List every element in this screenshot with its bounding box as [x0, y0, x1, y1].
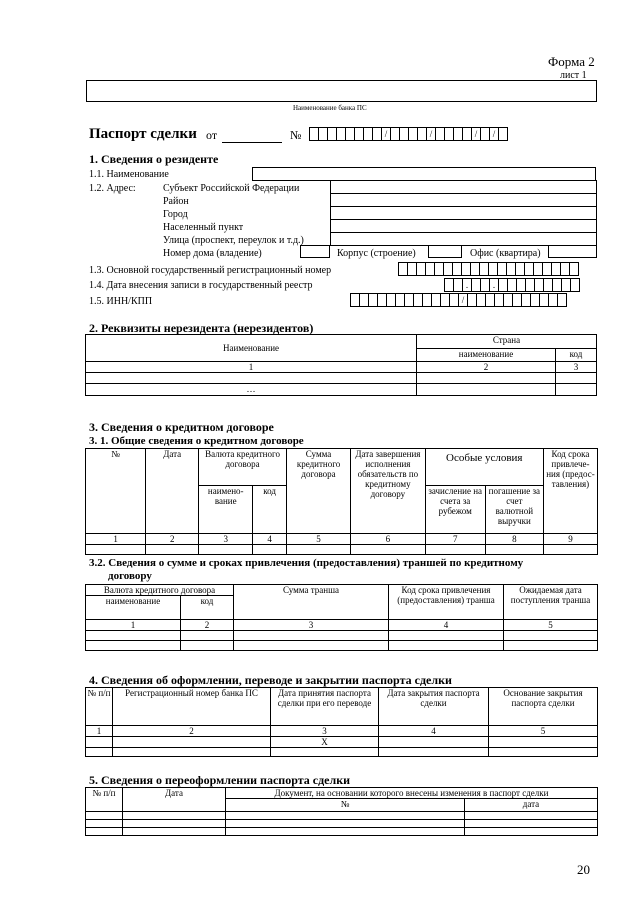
- col-cur-code: код: [253, 486, 287, 534]
- s5-title: 5. Сведения о переоформлении паспорта сделки: [89, 773, 351, 787]
- table-cell[interactable]: [199, 545, 253, 555]
- num-cell: 1: [86, 362, 417, 373]
- table-cell[interactable]: [86, 828, 123, 836]
- col-doc-date: дата: [465, 799, 598, 812]
- addr-building-label: Корпус (строение): [337, 248, 416, 259]
- table-cell[interactable]: [556, 384, 597, 396]
- addr-street-label: Улица (проспект, переулок и т.д.): [163, 235, 304, 246]
- col-accept: Дата принятия паспорта сделки при его переводе: [271, 688, 379, 726]
- table-cell[interactable]: [226, 812, 465, 820]
- table-cell[interactable]: [226, 820, 465, 828]
- col-tranche-sum: Сумма транша: [234, 585, 389, 620]
- table-cell[interactable]: [465, 820, 598, 828]
- resident-name-field[interactable]: [252, 167, 596, 181]
- table-cell[interactable]: [271, 748, 379, 757]
- credit-table: [85, 448, 598, 555]
- col-special: Особые условия: [425, 449, 543, 486]
- table-cell[interactable]: [181, 631, 234, 641]
- inn-cells[interactable]: /: [351, 293, 567, 307]
- col-date: Дата: [146, 449, 199, 534]
- col-close: Дата закрытия паспорта сделки: [379, 688, 489, 726]
- page-number: 20: [577, 862, 590, 877]
- passport-number-sign: №: [290, 128, 302, 142]
- table-cell[interactable]: [504, 641, 598, 651]
- col-doc: Документ, на основании которого внесены изменения в паспорт сделки: [226, 788, 598, 799]
- table-cell[interactable]: [181, 641, 234, 651]
- num-cell: 3: [271, 726, 379, 737]
- nonresident-table: [85, 334, 597, 396]
- passport-number-cells[interactable]: / / / /: [310, 127, 508, 141]
- table-cell[interactable]: [123, 812, 226, 820]
- num-cell: 2: [113, 726, 271, 737]
- s4-title: 4. Сведения об оформлении, переводе и закрытии паспорта сделки: [89, 673, 452, 687]
- table-cell[interactable]: [286, 545, 350, 555]
- table-cell[interactable]: [389, 631, 504, 641]
- bank-caption: Наименование банка ПС: [293, 104, 367, 112]
- table-cell[interactable]: [351, 545, 425, 555]
- col-country-code: код: [556, 349, 597, 362]
- s3-title: 3. Сведения о кредитном договоре: [89, 420, 274, 434]
- inn-label: 1.5. ИНН/КПП: [89, 296, 153, 307]
- office-field[interactable]: [548, 245, 597, 258]
- col-date5: Дата: [123, 788, 226, 812]
- col-no: №: [86, 449, 146, 534]
- x-mark-cell: X: [271, 737, 379, 748]
- table-cell[interactable]: [504, 631, 598, 641]
- form-label: Форма 2: [548, 54, 595, 69]
- table-cell[interactable]: [379, 737, 489, 748]
- col-doc-num: №: [226, 799, 465, 812]
- col-country: Страна: [417, 335, 597, 349]
- num-cell: 3: [556, 362, 597, 373]
- col-no4: № п/п: [86, 688, 113, 726]
- num-cell: 4: [379, 726, 489, 737]
- address-fields[interactable]: [330, 180, 597, 246]
- table-cell[interactable]: [86, 631, 181, 641]
- s3-sub1: 3. 1. Общие сведения о кредитном договоре: [89, 435, 304, 447]
- bank-name-field[interactable]: [86, 80, 597, 102]
- col-sum: Сумма кредитного договора: [286, 449, 350, 534]
- col-reg: Регистрационный номер банка ПС: [113, 688, 271, 726]
- table-cell[interactable]: [86, 748, 113, 757]
- table-cell[interactable]: [489, 748, 598, 757]
- col-term: Код срока привлече- ния (предос- тавления): [543, 449, 597, 534]
- table-cell[interactable]: [86, 545, 146, 555]
- num-cell: 2: [146, 534, 199, 545]
- num-cell: 5: [504, 620, 598, 631]
- num-cell: 2: [181, 620, 234, 631]
- s3-sub2b: договору: [108, 570, 152, 582]
- col-no5: № п/п: [86, 788, 123, 812]
- col-reason: Основание закрытия паспорта сделки: [489, 688, 598, 726]
- table-cell[interactable]: [417, 384, 556, 396]
- num-cell: 5: [489, 726, 598, 737]
- table-cell[interactable]: [465, 828, 598, 836]
- table-cell[interactable]: [226, 828, 465, 836]
- table-cell[interactable]: [556, 373, 597, 384]
- table-cell[interactable]: [123, 820, 226, 828]
- s3-sub2: 3.2. Сведения о сумме и сроках привлечения (предоставления) траншей по кредитному: [89, 557, 524, 569]
- col-name2: наименование: [86, 596, 181, 620]
- reissue-table: [85, 787, 598, 836]
- col-name: Наименование: [86, 335, 417, 362]
- col-code2: код: [181, 596, 234, 620]
- col-currency2: Валюта кредитного договора: [86, 585, 234, 596]
- date-reg-cells[interactable]: . .: [445, 278, 580, 292]
- num-cell: 2: [417, 362, 556, 373]
- col-sp2: погашение за счет валютной выручки: [485, 486, 543, 534]
- building-field[interactable]: [428, 245, 462, 258]
- house-number-field[interactable]: [300, 245, 330, 258]
- table-cell[interactable]: [86, 737, 113, 748]
- num-cell: 1: [86, 534, 146, 545]
- table-cell[interactable]: [253, 545, 287, 555]
- addr-house-label: Номер дома (владение): [163, 248, 262, 259]
- table-cell[interactable]: [485, 545, 543, 555]
- table-cell[interactable]: [146, 545, 199, 555]
- table-cell[interactable]: [417, 373, 556, 384]
- addr-city-label: Город: [163, 209, 188, 220]
- passport-from: от: [206, 128, 218, 142]
- ogrn-cells[interactable]: [399, 262, 579, 276]
- num-cell: 8: [485, 534, 543, 545]
- num-cell: 3: [199, 534, 253, 545]
- addr-district-label: Район: [163, 196, 189, 207]
- tranche-table: [85, 584, 598, 651]
- table-cell[interactable]: [379, 748, 489, 757]
- col-end-date: Дата завершения исполнения обязательств по кредитному договору: [351, 449, 425, 534]
- table-cell[interactable]: [113, 748, 271, 757]
- s1-address-label: 1.2. Адрес:: [89, 183, 136, 194]
- col-term-code: Код срока привлечения (предоставления) транша: [389, 585, 504, 620]
- passport-ops-table: [85, 687, 598, 757]
- table-cell[interactable]: [86, 373, 417, 384]
- table-cell[interactable]: [489, 737, 598, 748]
- table-cell[interactable]: [113, 737, 271, 748]
- table-cell[interactable]: [543, 545, 597, 555]
- num-cell: 7: [425, 534, 485, 545]
- col-currency: Валюта кредитного договора: [199, 449, 287, 486]
- table-cell[interactable]: [465, 812, 598, 820]
- addr-settlement-label: Населенный пункт: [163, 222, 244, 233]
- table-cell[interactable]: [425, 545, 485, 555]
- col-sp1: зачисление на счета за рубежом: [425, 486, 485, 534]
- addr-office-label: Офис (квартира): [470, 248, 541, 259]
- col-exp-date: Ожидаемая дата поступления транша: [504, 585, 598, 620]
- num-cell: 5: [286, 534, 350, 545]
- table-cell[interactable]: [86, 641, 181, 651]
- num-cell: 1: [86, 726, 113, 737]
- num-cell: 9: [543, 534, 597, 545]
- num-cell: 1: [86, 620, 181, 631]
- table-cell[interactable]: [86, 812, 123, 820]
- num-cell: 4: [253, 534, 287, 545]
- table-cell[interactable]: [123, 828, 226, 836]
- table-cell[interactable]: [234, 631, 389, 641]
- table-cell[interactable]: [234, 641, 389, 651]
- num-cell: 4: [389, 620, 504, 631]
- col-cur-name: наимено- вание: [199, 486, 253, 534]
- passport-title: Паспорт сделки: [89, 126, 197, 142]
- num-cell: 6: [351, 534, 425, 545]
- s1-title: 1. Сведения о резиденте: [89, 152, 219, 166]
- s1-name-label: 1.1. Наименование: [89, 169, 169, 180]
- ogrn-label: 1.3. Основной государственный регистрационный номер: [89, 265, 332, 276]
- table-cell[interactable]: [389, 641, 504, 651]
- passport-date-line[interactable]: [222, 142, 282, 143]
- table-cell[interactable]: [86, 820, 123, 828]
- sheet-label: лист 1: [560, 70, 587, 81]
- addr-subject-label: Субъект Российской Федерации: [163, 183, 300, 194]
- s2-title: 2. Реквизиты нерезидента (нерезидентов): [89, 321, 314, 335]
- col-country-name: наименование: [417, 349, 556, 362]
- date-reg-label: 1.4. Дата внесения записи в государственный реестр: [89, 280, 313, 291]
- dots-cell: …: [86, 384, 417, 396]
- num-cell: 3: [234, 620, 389, 631]
